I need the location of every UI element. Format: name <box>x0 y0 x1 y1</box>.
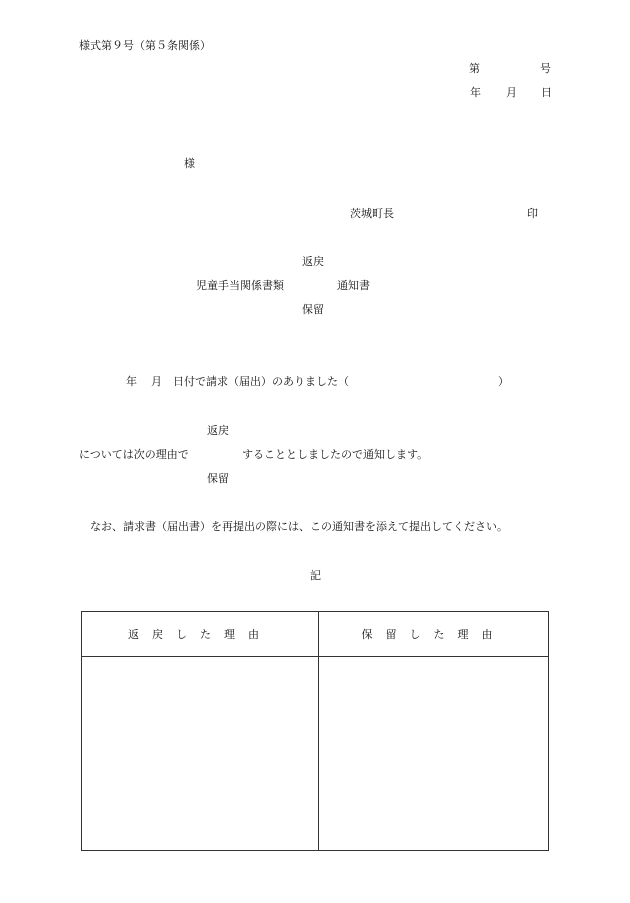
body-option-hold: 保留 <box>207 472 229 485</box>
heading-option-hold: 保留 <box>302 303 324 316</box>
body-date-rest: 日付で請求（届出）のありました（ <box>173 375 349 388</box>
heading-subject: 児童手当関係書類 <box>196 279 284 292</box>
date-day: 日 <box>541 86 552 99</box>
addressee-sama: 様 <box>184 157 195 170</box>
issuer-seal: 印 <box>527 207 538 220</box>
issuer-title: 茨城町長 <box>350 207 394 220</box>
doc-number-dai: 第 <box>469 62 480 75</box>
body-option-return: 返戻 <box>207 424 229 437</box>
body-date-year: 年 <box>126 375 137 388</box>
heading-notice: 通知書 <box>337 279 370 292</box>
cell-hold-reason[interactable] <box>319 657 549 851</box>
body-date-month: 月 <box>151 375 162 388</box>
cell-return-reason[interactable] <box>82 657 319 851</box>
heading-option-return: 返戻 <box>302 255 324 268</box>
reason-table <box>81 611 549 851</box>
body-date-close: ） <box>498 375 509 388</box>
doc-number-go: 号 <box>540 62 551 75</box>
ki-heading: 記 <box>310 569 321 582</box>
header-hold-reason: 保留した理由 <box>319 612 549 657</box>
body-reason-prefix: については次の理由で <box>79 448 189 461</box>
header-return-reason: 返戻した理由 <box>82 612 319 657</box>
date-year: 年 <box>470 86 481 99</box>
body-note: なお、請求書（届出書）を再提出の際には、この通知書を添えて提出してください。 <box>90 520 508 533</box>
body-reason-suffix: することとしましたので通知します。 <box>242 448 429 461</box>
date-month: 月 <box>506 86 517 99</box>
form-number: 様式第９号（第５条関係） <box>79 39 211 52</box>
